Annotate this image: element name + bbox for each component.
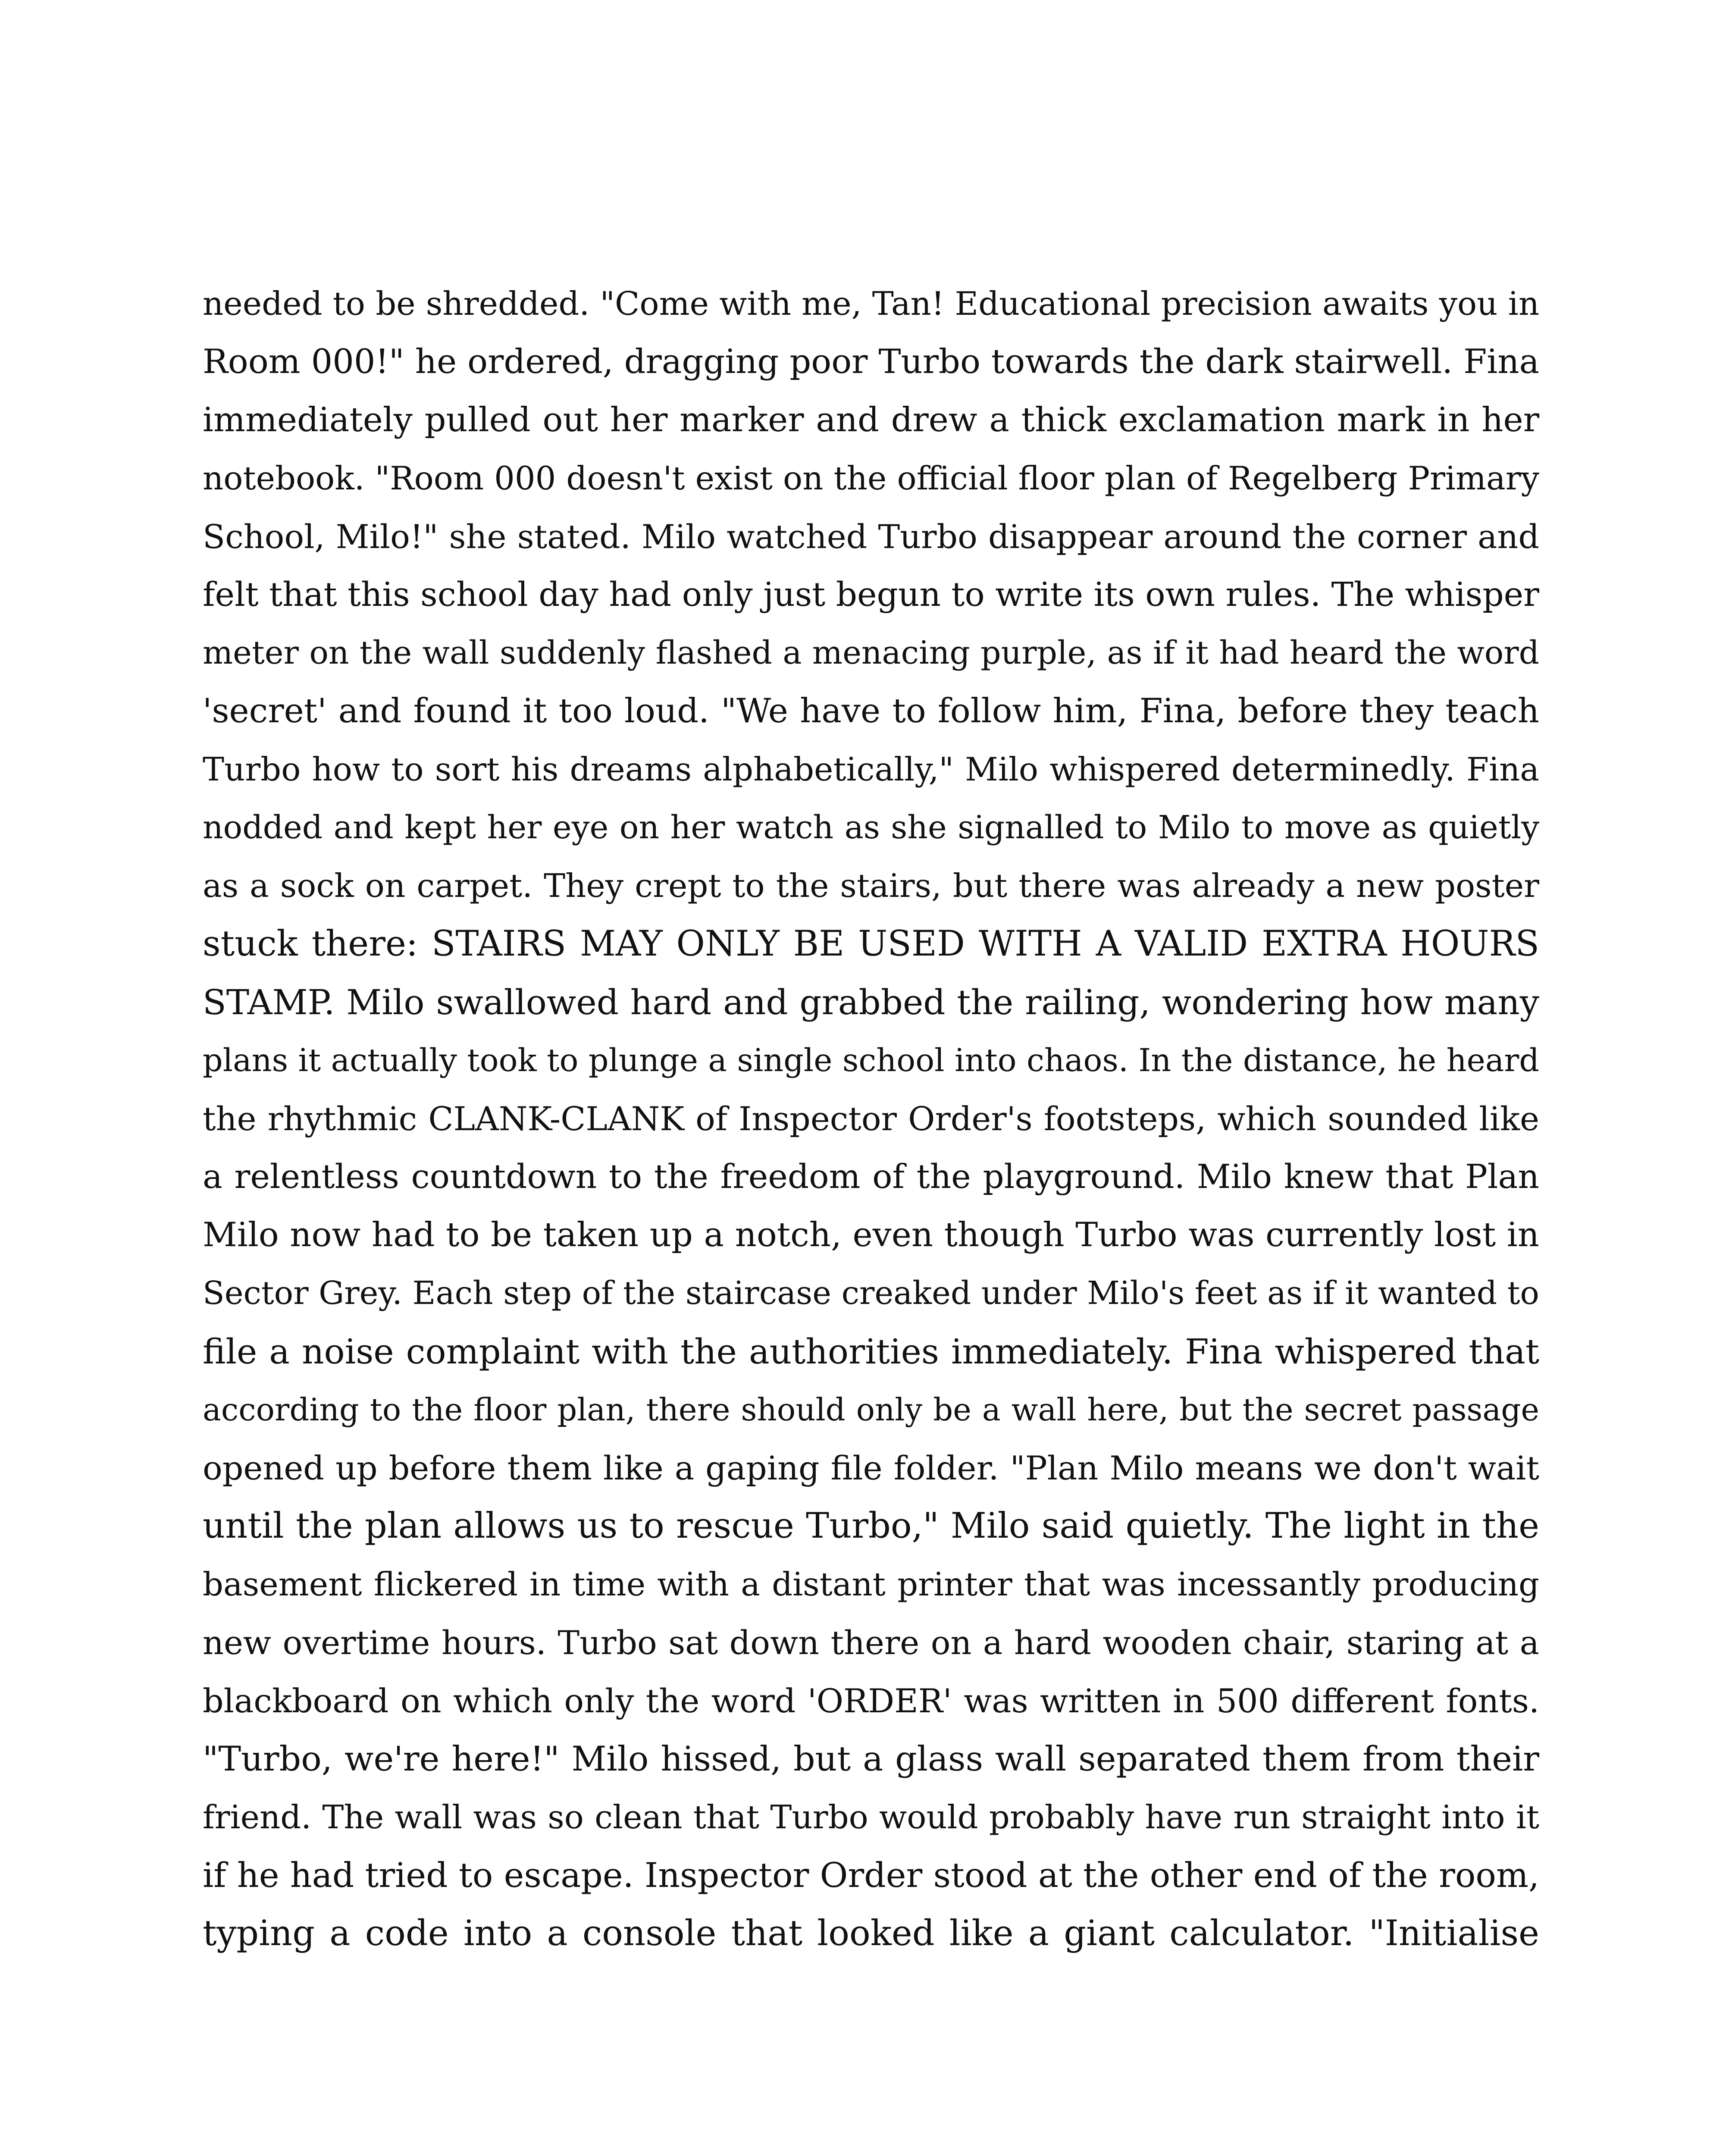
text-line-7: meter on the wall suddenly flashed a menacing purple, as if it had heard the word <box>203 634 1539 671</box>
text-line-5: School, Milo!" she stated. Milo watched Turbo disappear around the corner and <box>203 517 1539 556</box>
text-line-24: new overtime hours. Turbo sat down there on a hard wooden chair, staring at a <box>203 1623 1539 1662</box>
text-line-26: "Turbo, we're here!" Milo hissed, but a glass wall separated them from their <box>203 1739 1539 1779</box>
text-line-12: stuck there: STAIRS MAY ONLY BE USED WITH A VALID EXTRA HOURS <box>203 924 1539 964</box>
text-line-6: felt that this school day had only just begun to write its own rules. The whisper <box>203 576 1539 614</box>
text-line-16: a relentless countdown to the freedom of the playground. Milo knew that Plan <box>203 1158 1539 1196</box>
text-line-28: if he had tried to escape. Inspector Order stood at the other end of the room, <box>203 1855 1539 1895</box>
text-line-11: as a sock on carpet. They crept to the stairs, but there was already a new poster <box>203 867 1539 905</box>
text-line-23: basement flickered in time with a distant printer that was incessantly producing <box>203 1565 1539 1603</box>
text-line-19: file a noise complaint with the authorities immediately. Fina whispered that <box>203 1332 1539 1372</box>
body-text <box>203 275 1539 1963</box>
text-line-22: until the plan allows us to rescue Turbo," Milo said quietly. The light in the <box>203 1506 1539 1546</box>
text-line-1: needed to be shredded. "Come with me, Tan! Educational precision awaits you in <box>203 285 1539 323</box>
text-line-2: Room 000!" he ordered, dragging poor Turbo towards the dark stairwell. Fina <box>203 342 1539 381</box>
text-line-10: nodded and kept her eye on her watch as she signalled to Milo to move as quietly <box>203 809 1539 846</box>
text-line-8: 'secret' and found it too loud. "We have to follow him, Fina, before they teach <box>203 692 1539 730</box>
text-line-14: plans it actually took to plunge a single school into chaos. In the distance, he heard <box>203 1042 1539 1079</box>
text-line-20: according to the floor plan, there should only be a wall here, but the secret passage <box>203 1391 1539 1428</box>
text-line-15: the rhythmic CLANK-CLANK of Inspector Order's footsteps, which sounded like <box>203 1100 1539 1138</box>
text-line-9: Turbo how to sort his dreams alphabetically," Milo whispered determinedly. Fina <box>203 750 1539 788</box>
text-line-21: opened up before them like a gaping file folder. "Plan Milo means we don't wait <box>203 1449 1539 1487</box>
text-line-25: blackboard on which only the word 'ORDER' was written in 500 different fonts. <box>203 1682 1539 1720</box>
text-line-3: immediately pulled out her marker and drew a thick exclamation mark in her <box>203 401 1539 439</box>
text-line-18: Sector Grey. Each step of the staircase creaked under Milo's feet as if it wanted to <box>203 1275 1539 1312</box>
text-line-13: STAMP. Milo swallowed hard and grabbed the railing, wondering how many <box>203 982 1539 1022</box>
text-line-27: friend. The wall was so clean that Turbo would probably have run straight into it <box>203 1798 1539 1836</box>
text-line-29: typing a code into a console that looked like a giant calculator. "Initialise <box>203 1913 1539 1954</box>
text-line-4: notebook. "Room 000 doesn't exist on the official floor plan of Regelberg Primary <box>203 459 1539 497</box>
text-line-17: Milo now had to be taken up a notch, even though Turbo was currently lost in <box>203 1216 1539 1254</box>
